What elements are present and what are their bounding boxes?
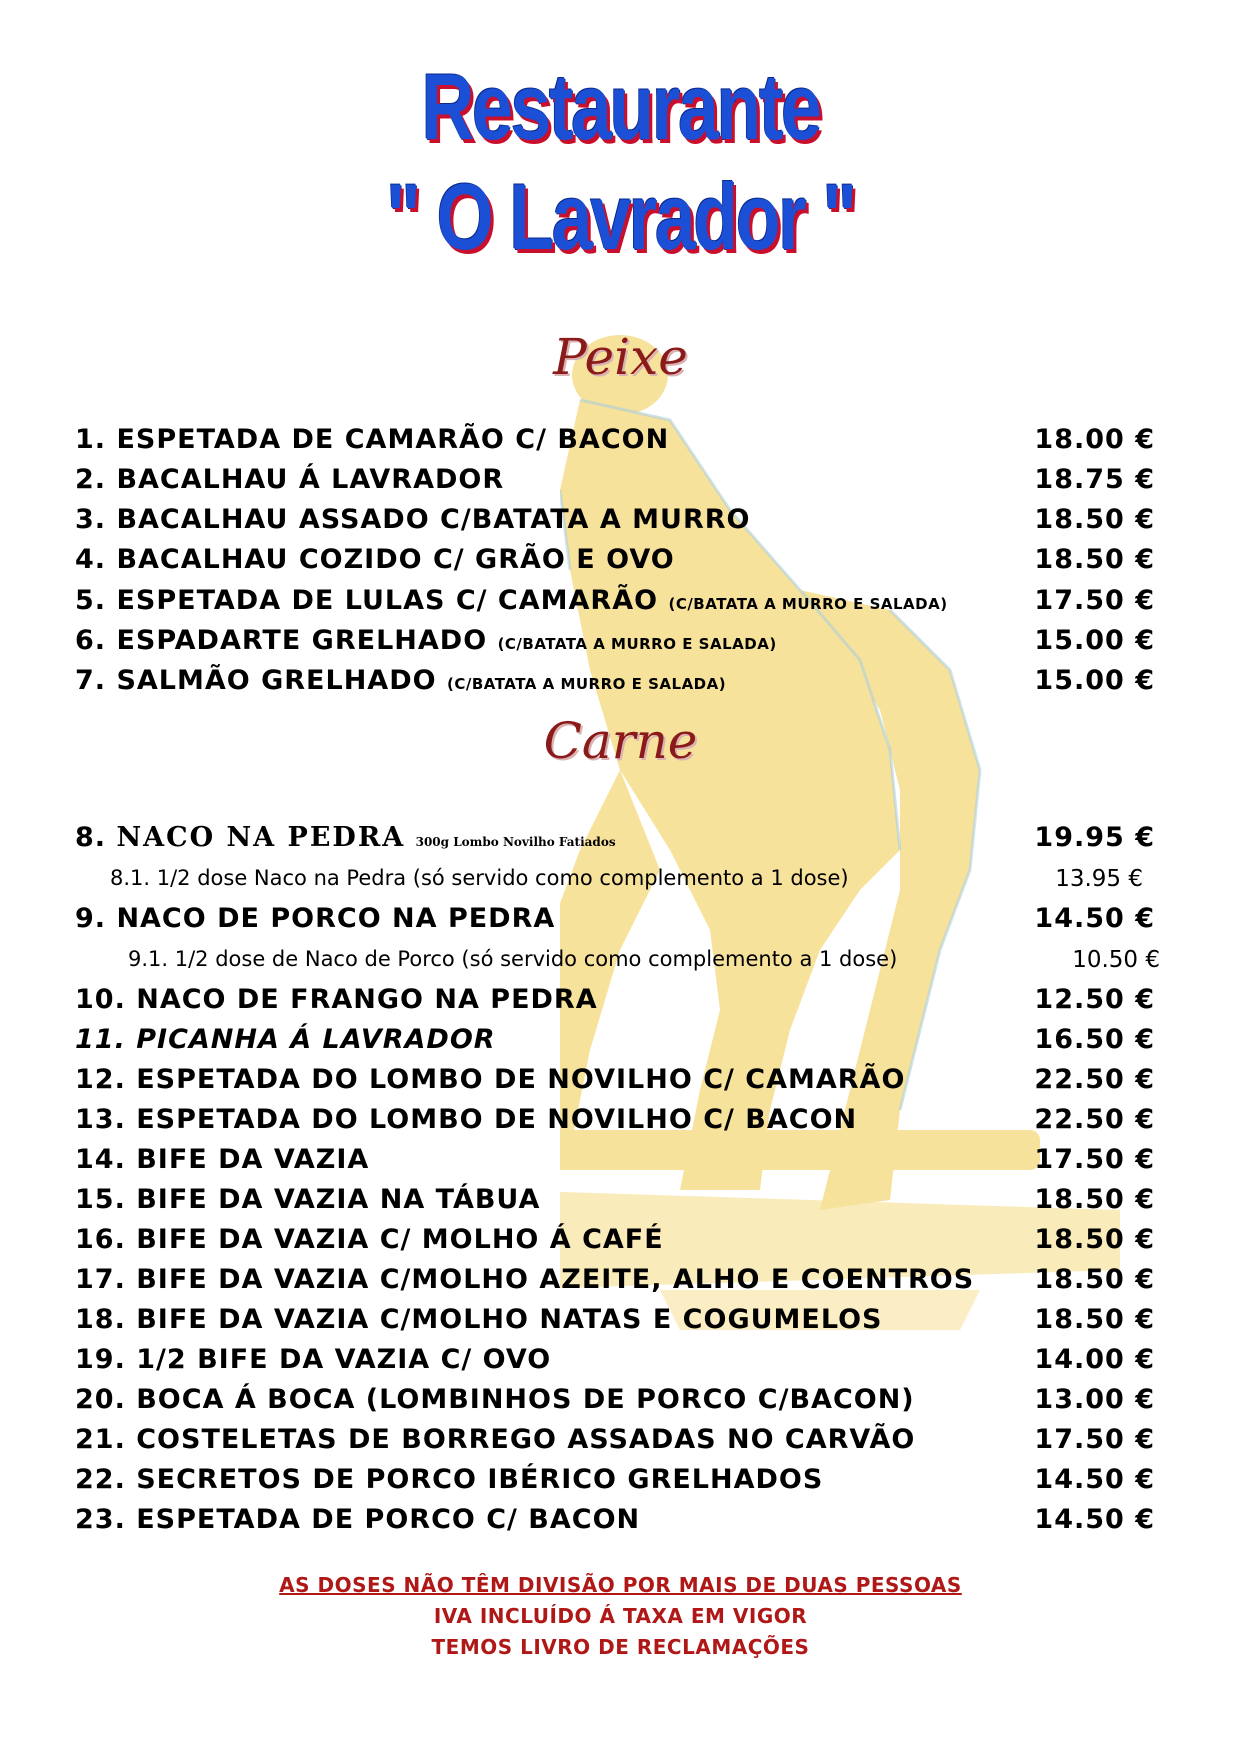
item-price: 12.50 € [1034, 984, 1155, 1015]
item-price: 17.50 € [1034, 1424, 1155, 1455]
item-note: (C/BATATA A MURRO E SALADA) [668, 595, 948, 613]
menu-item [75, 1384, 1155, 1424]
item-price: 18.50 € [1034, 1264, 1155, 1295]
item-name: 4. BACALHAU COZIDO C/ GRÃO E OVO [75, 544, 675, 575]
item-price: 14.50 € [1034, 1504, 1155, 1535]
item-name: 19. 1/2 BIFE DA VAZIA C/ OVO [75, 1344, 552, 1375]
item-price: 18.50 € [1034, 1304, 1155, 1335]
item-price: 16.50 € [1034, 1024, 1155, 1055]
menu-item [75, 1264, 1155, 1304]
section-title-carne: Carne [543, 712, 698, 770]
item-name-with-note [75, 585, 948, 616]
menu-item [75, 544, 1155, 584]
item-name: 12. ESPETADA DO LOMBO DE NOVILHO C/ CAMARÃO [75, 1064, 906, 1095]
footer-notice-doses: AS DOSES NÃO TÊM DIVISÃO POR MAIS DE DUAS PESSOAS [279, 1573, 962, 1597]
menu-item [75, 1424, 1155, 1464]
item-name: 3. BACALHAU ASSADO C/BATATA A MURRO [75, 504, 751, 535]
item-price: 19.95 € [1034, 822, 1155, 853]
item-name: 16. BIFE DA VAZIA C/ MOLHO Á CAFÉ [75, 1224, 664, 1255]
menu-item [75, 1304, 1155, 1344]
footer-notice-complaints: TEMOS LIVRO DE RECLAMAÇÕES [431, 1635, 810, 1659]
item-price: 13.00 € [1034, 1384, 1155, 1415]
menu-item [75, 585, 1155, 625]
item-name: NACO NA PEDRA [116, 822, 406, 853]
menu-item [75, 903, 1155, 943]
menu-item [75, 1104, 1155, 1144]
restaurant-name: " O Lavrador " [386, 164, 855, 269]
item-number: 8. [75, 822, 107, 853]
item-name: 2. BACALHAU Á LAVRADOR [75, 464, 505, 495]
menu-item [75, 1224, 1155, 1264]
menu-item [75, 1064, 1155, 1104]
item-price: 17.50 € [1034, 1144, 1155, 1175]
item-name-with-note [75, 822, 616, 853]
menu-subitem [128, 947, 1160, 979]
menu-item [75, 665, 1155, 705]
item-price: 17.50 € [1034, 585, 1155, 616]
item-price: 14.00 € [1034, 1344, 1155, 1375]
item-name: 11. PICANHA Á LAVRADOR [75, 1024, 496, 1055]
footer-notice-iva: IVA INCLUÍDO Á TAXA EM VIGOR [433, 1604, 808, 1628]
subitem-name: 9.1. 1/2 dose de Naco de Porco (só servido como complemento a 1 dose) [128, 947, 898, 971]
item-price: 18.75 € [1034, 464, 1155, 495]
item-name: 23. ESPETADA DE PORCO C/ BACON [75, 1504, 641, 1535]
item-price: 18.50 € [1034, 544, 1155, 575]
subitem-price: 13.95 € [1055, 866, 1143, 892]
item-name-with-note [75, 625, 777, 656]
menu-item [75, 1144, 1155, 1184]
item-name: 14. BIFE DA VAZIA [75, 1144, 370, 1175]
menu-item [75, 1504, 1155, 1544]
item-price: 18.50 € [1034, 1184, 1155, 1215]
menu-subitem [110, 866, 1143, 898]
item-name: 17. BIFE DA VAZIA C/MOLHO AZEITE, ALHO E COENTROS [75, 1264, 975, 1295]
item-price: 14.50 € [1034, 903, 1155, 934]
item-name-with-note [75, 665, 726, 696]
menu-item [75, 822, 1155, 862]
menu-item [75, 464, 1155, 504]
item-note: (C/BATATA A MURRO E SALADA) [446, 675, 727, 693]
menu-item [75, 1344, 1155, 1384]
subitem-price: 10.50 € [1072, 947, 1160, 973]
item-price: 18.50 € [1034, 1224, 1155, 1255]
item-note: 300g Lombo Novilho Fatiados [415, 835, 616, 849]
item-name: 7. SALMÃO GRELHADO [75, 665, 437, 696]
item-name: 15. BIFE DA VAZIA NA TÁBUA [75, 1184, 541, 1215]
menu-item [75, 1024, 1155, 1064]
item-price: 22.50 € [1034, 1104, 1155, 1135]
item-price: 14.50 € [1034, 1464, 1155, 1495]
item-name: 13. ESPETADA DO LOMBO DE NOVILHO C/ BACON [75, 1104, 858, 1135]
item-name: 20. BOCA Á BOCA (LOMBINHOS DE PORCO C/BACON) [75, 1384, 915, 1415]
item-name: 21. COSTELETAS DE BORREGO ASSADAS NO CARVÃO [75, 1424, 916, 1455]
section-title-peixe: Peixe [553, 328, 688, 386]
item-price: 15.00 € [1034, 665, 1155, 696]
menu-item [75, 1184, 1155, 1224]
item-price: 18.50 € [1034, 504, 1155, 535]
item-name: 1. ESPETADA DE CAMARÃO C/ BACON [75, 424, 670, 455]
subitem-name: 8.1. 1/2 dose Naco na Pedra (só servido como complemento a 1 dose) [110, 866, 849, 890]
item-price: 15.00 € [1034, 625, 1155, 656]
item-note: (C/BATATA A MURRO E SALADA) [497, 635, 777, 653]
item-name: 10. NACO DE FRANGO NA PEDRA [75, 984, 598, 1015]
item-name: 18. BIFE DA VAZIA C/MOLHO NATAS E COGUMELOS [75, 1304, 883, 1335]
menu-item [75, 984, 1155, 1024]
menu-item [75, 625, 1155, 665]
item-name: 22. SECRETOS DE PORCO IBÉRICO GRELHADOS [75, 1464, 824, 1495]
item-name: 9. NACO DE PORCO NA PEDRA [75, 903, 556, 934]
item-name: 6. ESPADARTE GRELHADO [75, 625, 488, 656]
item-price: 18.00 € [1034, 424, 1155, 455]
item-name: 5. ESPETADA DE LULAS C/ CAMARÃO [75, 585, 659, 616]
menu-item [75, 1464, 1155, 1504]
menu-item [75, 504, 1155, 544]
item-price: 22.50 € [1034, 1064, 1155, 1095]
menu-item [75, 424, 1155, 464]
restaurant-title: Restaurante [421, 54, 820, 159]
